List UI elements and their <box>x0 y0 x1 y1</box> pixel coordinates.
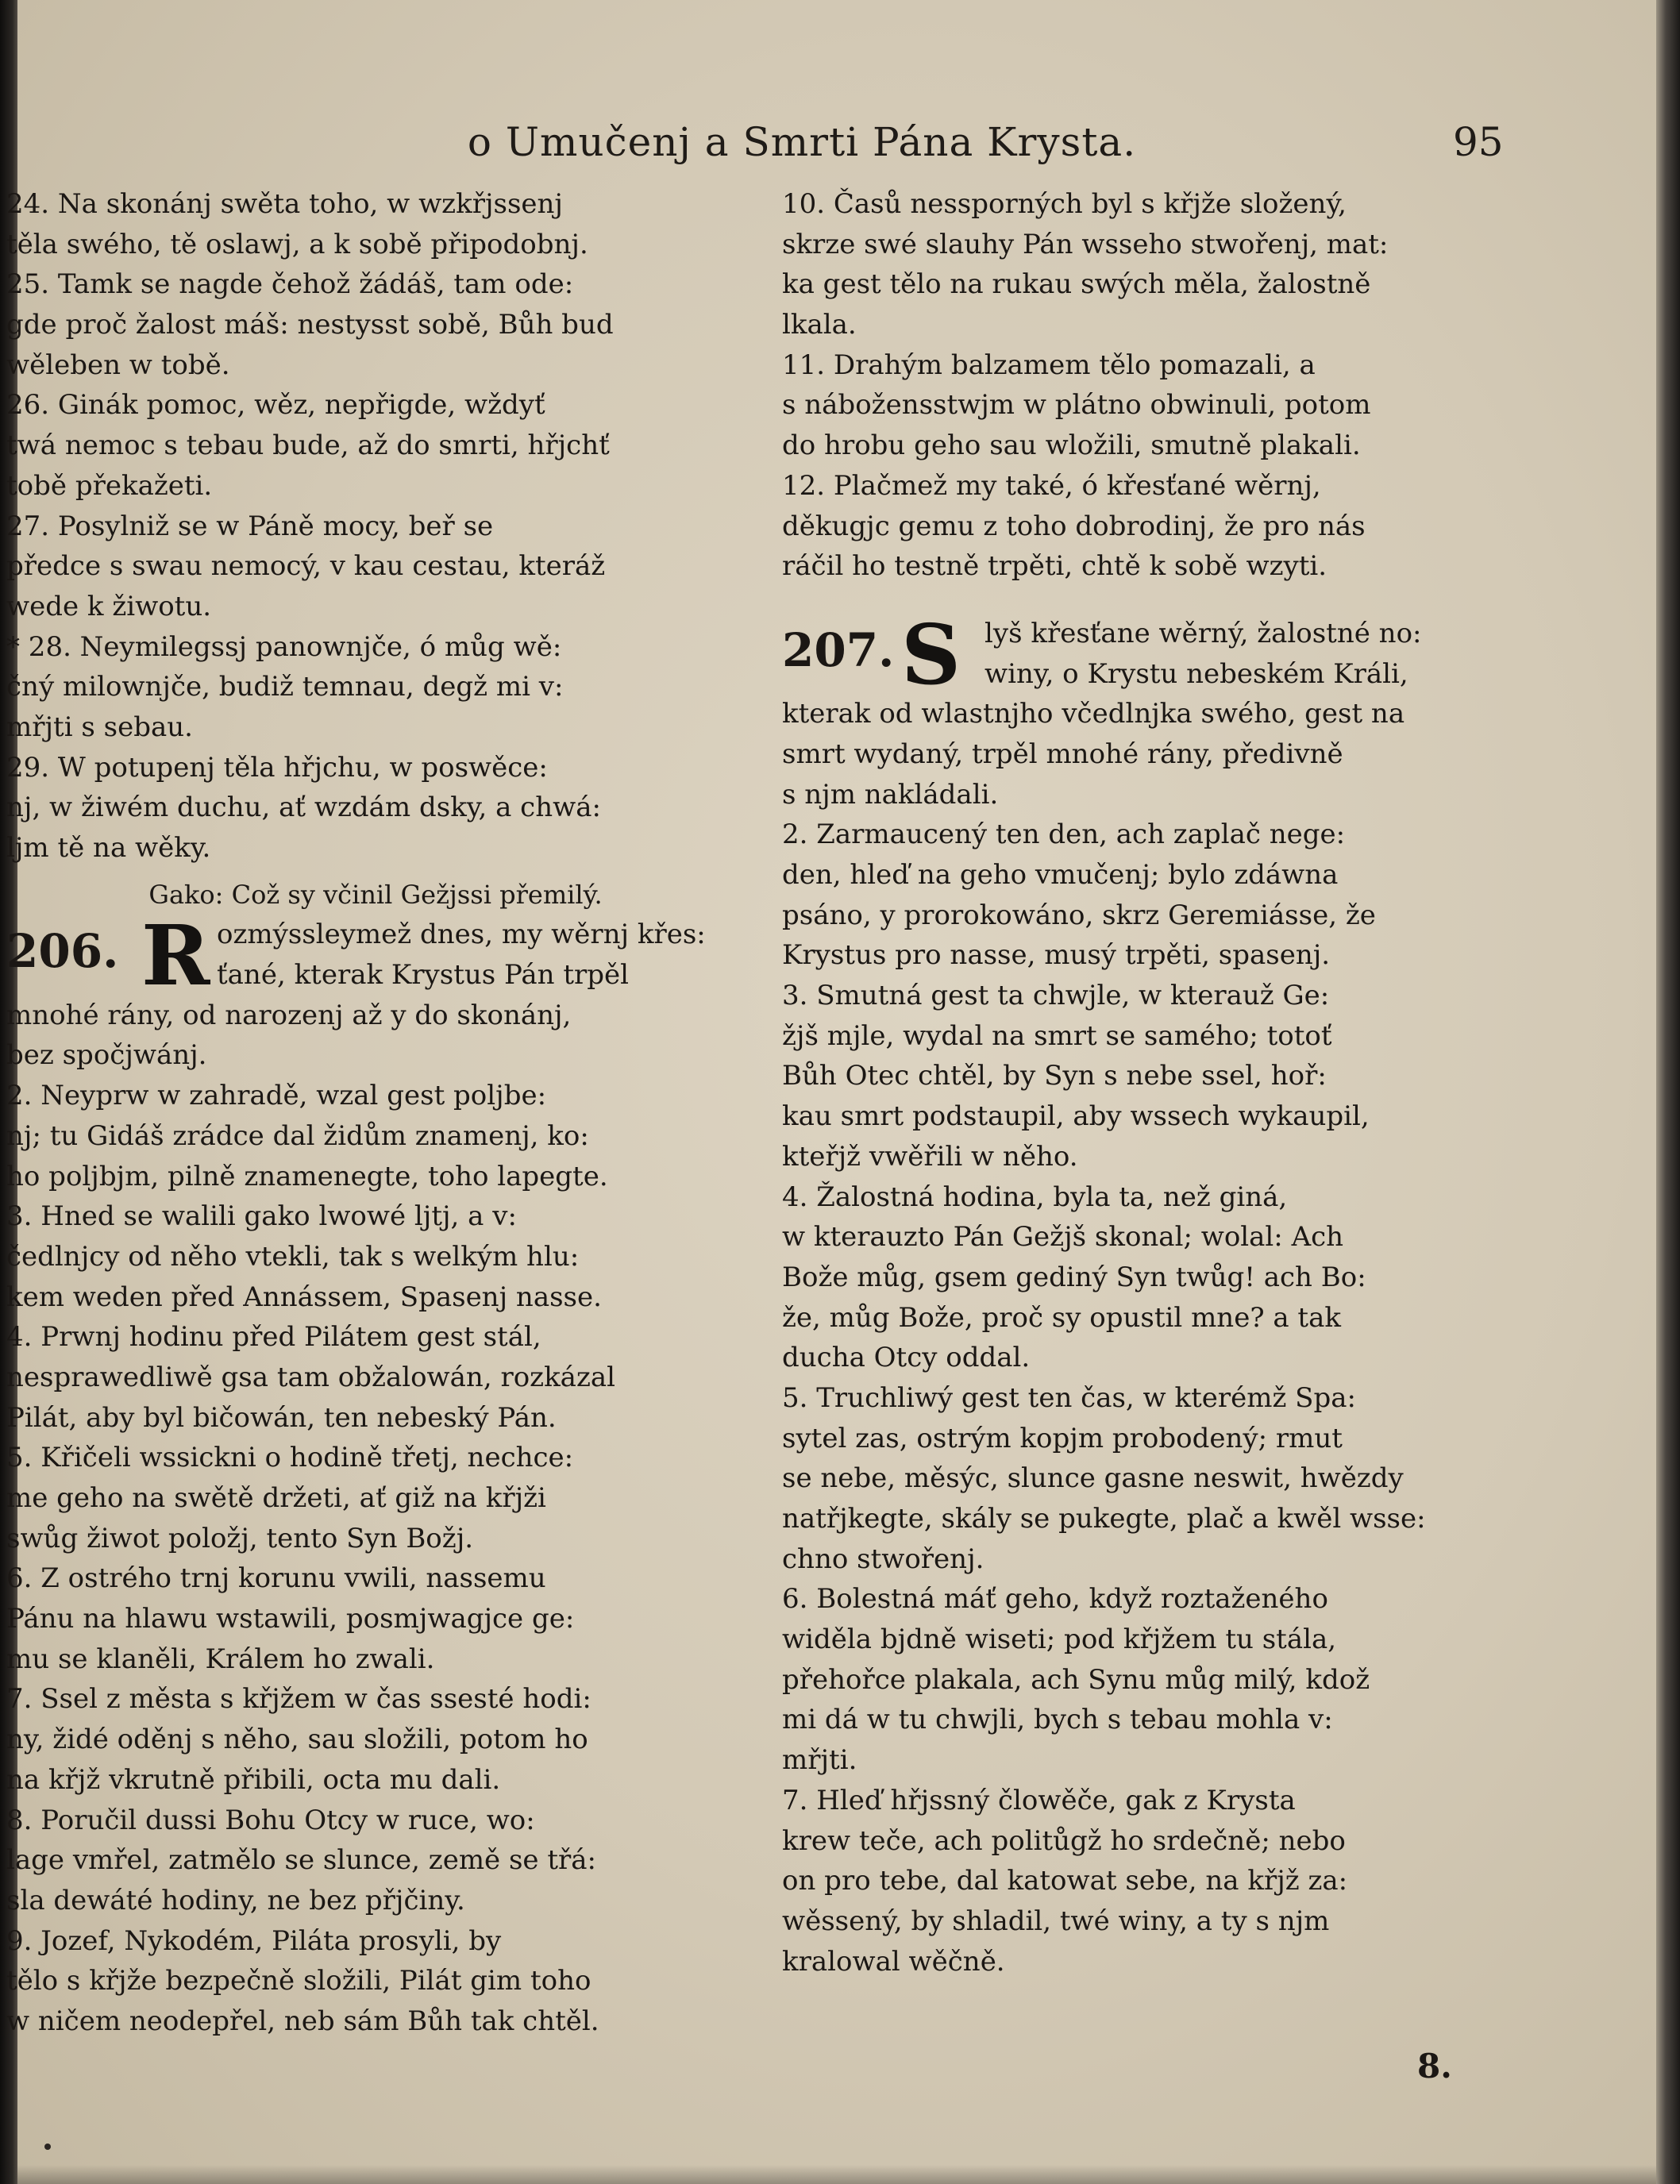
text-line: wede k žiwotu. <box>6 590 212 622</box>
drop-cap-initial: R <box>141 907 210 1005</box>
text-line: Krystus pro nasse, musý trpěti, spasenj. <box>782 939 1331 972</box>
text-line: ťané, kterak Krystus Pán trpěl <box>217 959 630 992</box>
text-line: Pilát, aby byl bičowán, ten nebeský Pán. <box>6 1401 557 1434</box>
text-line: 2. Zarmaucený ten den, ach zaplač nege: <box>782 819 1346 851</box>
text-line: tobě překažeti. <box>6 469 213 502</box>
text-line: Bože můg, gsem gediný Syn twůg! ach Bo: <box>782 1261 1366 1293</box>
text-line: natřjkegte, skály se pukegte, plač a kwěl wsse: <box>782 1503 1426 1535</box>
text-line: 11. Drahým balzamem tělo pomazali, a <box>782 349 1316 381</box>
text-line: čný milownjče, budiž temnau, degž mi v: <box>6 671 564 703</box>
text-line: 10. Časů nessporných byl s křjže složený, <box>782 188 1347 220</box>
text-line: 27. Posylniž se w Páně mocy, beř se <box>6 510 494 542</box>
text-line: smrt wydaný, trpěl mnohé rány, předivně <box>782 738 1343 770</box>
text-line: mřjti s sebau. <box>6 711 193 743</box>
text-line: ljm tě na wěky. <box>6 832 211 864</box>
text-line: kralowal wěčně. <box>782 1945 1005 1978</box>
text-line: 5. Křičeli wssickni o hodině třetj, nechce: <box>6 1442 574 1474</box>
text-line: widěla bjdně wiseti; pod křjžem tu stála, <box>782 1624 1337 1656</box>
text-line: lkala. <box>782 309 857 341</box>
text-line: 12. Plačmež my také, ó křesťané wěrnj, <box>782 469 1321 502</box>
text-line: swůg žiwot položj, tento Syn Božj. <box>6 1522 474 1554</box>
page-edge-shadow <box>1656 0 1680 2184</box>
drop-cap-initial: S <box>901 605 961 703</box>
hymn-207-opening <box>782 605 1509 703</box>
hymn-207-verses <box>782 694 1509 1982</box>
text-line: ho poljbjm, pilně znamenegte, toho lapegte. <box>6 1160 608 1192</box>
section-gap <box>782 587 1509 614</box>
text-line: ozmýssleymež dnes, my wěrnj křes: <box>217 919 706 951</box>
text-line: gde proč žalost máš: nestysst sobě, Bůh bud <box>6 309 614 341</box>
text-line: winy, o Krystu nebeském Králi, <box>984 657 1408 690</box>
text-line: psáno, y prorokowáno, skrz Geremiásse, že <box>782 899 1376 931</box>
text-line: ducha Otcy oddal. <box>782 1342 1031 1374</box>
text-line: kterak od wlastnjho včedlnjka swého, gest na <box>782 698 1405 730</box>
text-line: sla dewáté hodiny, ne bez přjčiny. <box>6 1884 465 1916</box>
text-line: w kterauzto Pán Gežjš skonal; wolal: Ach <box>782 1221 1344 1254</box>
text-line: den, hleď na geho vmučenj; bylo zdáwna <box>782 859 1339 891</box>
text-line: kau smrt podstaupil, aby wssech wykaupil, <box>782 1100 1370 1133</box>
page-number: 95 <box>1453 119 1504 165</box>
right-column <box>782 184 1509 1982</box>
text-line: těla swého, tě oslawj, a k sobě připodobnj. <box>6 228 588 260</box>
text-line: 7. Hleď hřjssný člowěče, gak z Krysta <box>782 1784 1296 1816</box>
text-line: wěleben w tobě. <box>6 349 230 381</box>
text-line: 25. Tamk se nagde čehož žádáš, tam ode: <box>6 268 574 301</box>
text-line: krew teče, ach politůgž ho srdečně; nebo <box>782 1824 1346 1857</box>
tune-indication: Gako: Což sy včinil Gežjssi přemilý. <box>148 879 603 910</box>
text-line: kem weden před Annássem, Spasenj nasse. <box>6 1281 602 1313</box>
text-line: nesprawedliwě gsa tam obžalowán, rozkázal <box>6 1361 616 1393</box>
text-line: předce s swau nemocý, v kau cestau, kteráž <box>6 550 606 583</box>
text-line: 6. Bolestná máť geho, když roztaženého <box>782 1583 1328 1616</box>
text-line: 29. W potupenj těla hřjchu, w poswěce: <box>6 751 548 784</box>
text-line: přehořce plakala, ach Synu můg milý, kdož <box>782 1663 1370 1696</box>
text-line: w ničem neodepřel, neb sám Bůh tak chtěl. <box>6 2005 599 2037</box>
text-line: s nábožensstwjm w plátno obwinuli, potom <box>782 389 1371 422</box>
text-line: mnohé rány, od narozenj až y do skonánj, <box>6 999 572 1031</box>
text-line: Pánu na hlawu wstawili, posmjwagjce ge: <box>6 1603 575 1635</box>
text-line: lyš křesťane wěrný, žalostné no: <box>984 617 1422 649</box>
text-line: čedlnjcy od něho vtekli, tak s welkým hlu: <box>6 1240 580 1273</box>
text-line: s njm nakládali. <box>782 778 999 811</box>
text-line: mi dá w tu chwjli, bych s tebau mohla v: <box>782 1704 1333 1736</box>
text-line: me geho na swětě držeti, ať giž na křjži <box>6 1482 546 1514</box>
text-line: 5. Truchliwý gest ten čas, w kterémž Spa: <box>782 1381 1356 1414</box>
text-line: on pro tebe, dal katowat sebe, na křjž za: <box>782 1865 1348 1897</box>
text-line: skrze swé slauhy Pán wsseho stwořenj, mat: <box>782 228 1389 260</box>
bottom-edge-shadow <box>17 2165 1656 2184</box>
text-line: wěssený, by shladil, twé winy, a ty s njm <box>782 1905 1330 1937</box>
hymn-206-opening <box>6 907 745 1005</box>
text-line: * 28. Neymilegssj panownjče, ó můg wě: <box>6 630 562 663</box>
text-line: 3. Hned se walili gako lwowé ljtj, a v: <box>6 1200 517 1233</box>
text-line: ráčil ho testně trpěti, chtě k sobě wzyti. <box>782 550 1327 583</box>
running-head: o Umučenj a Smrti Pána Krysta. <box>467 119 1137 165</box>
text-line: žjš mjle, wydal na smrt se samého; totoť <box>782 1019 1332 1052</box>
text-line: 7. Ssel z města s křjžem w čas ssesté hodi: <box>6 1683 591 1716</box>
text-line: bez spočjwánj. <box>6 1039 207 1072</box>
text-line: že, můg Bože, proč sy opustil mne? a tak <box>782 1301 1341 1334</box>
text-line: mu se klaněli, Králem ho zwali. <box>6 1643 435 1675</box>
left-column <box>6 184 745 2042</box>
text-line: twá nemoc s tebau bude, až do smrti, hřjchť <box>6 429 610 462</box>
text-line: ny, židé oděnj s něho, sau složili, potom ho <box>6 1724 588 1756</box>
right-verses-continued <box>782 184 1509 587</box>
hymn-number: 206. <box>6 924 119 979</box>
text-line: nj, w žiwém duchu, ať wzdám dsky, a chwá: <box>6 792 601 824</box>
text-line: 2. Neyprw w zahradě, wzal gest poljbe: <box>6 1080 547 1112</box>
hymn-206-verses <box>6 996 745 2042</box>
text-line: lage vmřel, zatmělo se slunce, země se třá: <box>6 1844 597 1877</box>
text-line: se nebe, měsýc, slunce gasne neswit, hwězdy <box>782 1462 1404 1495</box>
text-line: 4. Prwnj hodinu před Pilátem gest stál, <box>6 1321 541 1354</box>
signature-mark: 8. <box>1417 2047 1452 2086</box>
text-line: 24. Na skonánj swěta toho, w wzkřjssenj <box>6 188 563 220</box>
text-line: na křjž vkrutně přibili, octa mu dali. <box>6 1763 501 1796</box>
text-line: Bůh Otec chtěl, by Syn s nebe ssel, hoř: <box>782 1060 1327 1092</box>
hymn-number: 207. <box>782 622 895 677</box>
text-line: 26. Ginák pomoc, wěz, nepřigde, wždyť <box>6 389 545 422</box>
text-line: 8. Poručil dussi Bohu Otcy w ruce, wo: <box>6 1804 535 1836</box>
text-line: kteřjž vwěřili w něho. <box>782 1140 1078 1173</box>
text-line: 4. Žalostná hodina, byla ta, než giná, <box>782 1181 1288 1213</box>
text-line: 3. Smutná gest ta chwjle, w kterauž Ge: <box>782 980 1330 1012</box>
text-line: 9. Jozef, Nykodém, Piláta prosyli, by <box>6 1924 502 1957</box>
text-line: tělo s křjže bezpečně složili, Pilát gim toho <box>6 1965 591 1997</box>
text-line: chno stwořenj. <box>782 1543 984 1575</box>
left-verses-continued <box>6 184 745 869</box>
ink-speck <box>44 2144 51 2150</box>
text-line: nj; tu Gidáš zrádce dal židům znamenj, ko: <box>6 1119 589 1152</box>
text-line: 6. Z ostrého trnj korunu vwili, nassemu <box>6 1562 546 1595</box>
text-line: do hrobu geho sau wložili, smutně plakali. <box>782 429 1361 462</box>
text-line: ka gest tělo na rukau swých měla, žalostně <box>782 268 1371 301</box>
text-line: děkugjc gemu z toho dobrodinj, že pro nás <box>782 510 1366 542</box>
text-line: mřjti. <box>782 1744 857 1777</box>
text-line: sytel zas, ostrým kopjm probodený; rmut <box>782 1422 1343 1454</box>
